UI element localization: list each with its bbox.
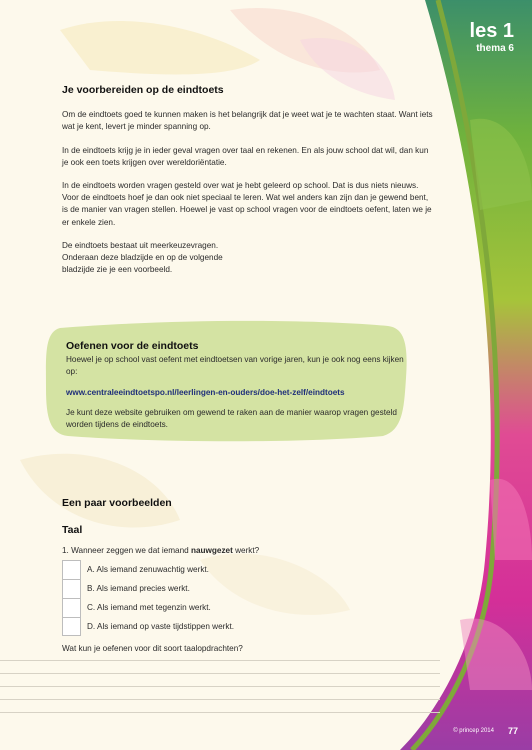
answer-checkbox-d[interactable] bbox=[62, 617, 81, 636]
practice-box bbox=[38, 318, 408, 442]
answer-option-a[interactable] bbox=[62, 560, 442, 579]
writing-line[interactable] bbox=[0, 661, 440, 674]
answer-options bbox=[62, 560, 442, 636]
writing-line[interactable] bbox=[0, 687, 440, 700]
page-number: 77 bbox=[507, 726, 518, 736]
answer-label-d: D. Als iemand op vaste tijdstippen werkt. bbox=[87, 622, 234, 631]
intro-section bbox=[62, 84, 434, 287]
question-1-prefix: 1. Wanneer zeggen we dat iemand bbox=[62, 546, 191, 555]
practice-content bbox=[66, 340, 406, 431]
answer-checkbox-c[interactable] bbox=[62, 598, 81, 617]
examples-title: Een paar voorbeelden bbox=[62, 497, 172, 509]
answer-label-a: A. Als iemand zenuwachtig werkt. bbox=[87, 565, 209, 574]
intro-paragraph-2: In de eindtoets krijg je in ieder geval vragen over taal en rekenen. En als jouw school dat wil, dan kun je ook een toets krijgen over wereldoriëntatie. bbox=[62, 145, 429, 167]
practice-text-2: Je kunt deze website gebruiken om gewend te raken aan de manier waarop vragen gesteld worden tijdens de eindtoets. bbox=[66, 407, 397, 430]
answer-option-b[interactable] bbox=[62, 579, 442, 598]
examples-subtitle: Taal bbox=[62, 524, 83, 536]
question-1-keyword: nauwgezet bbox=[190, 546, 233, 555]
follow-up-question: Wat kun je oefenen voor dit soort taalopdrachten? bbox=[62, 644, 243, 653]
writing-line[interactable] bbox=[0, 700, 440, 713]
intro-paragraph-3: In de eindtoets worden vragen gesteld over wat je hebt geleerd op school. Dat is dus niets nieuws. Voor de eindtoets hoef je dan ook niet speciaal te leren. Wat wel anders kan zijn dan je gewend bent, is de manier van vragen stellen. Hoewel je vast op school vragen voor de eindtoets oefent, laten we je er enkele zien. bbox=[62, 181, 432, 227]
answer-checkbox-b[interactable] bbox=[62, 579, 81, 598]
theme-number: thema 6 bbox=[476, 43, 514, 54]
answer-label-c: C. Als iemand met tegenzin werkt. bbox=[87, 603, 211, 612]
eindtoets-link[interactable]: www.centraleeindtoetspo.nl/leerlingen-en-ouders/doe-het-zelf/eindtoets bbox=[66, 387, 345, 397]
lesson-number: les 1 bbox=[469, 20, 514, 42]
answer-option-c[interactable] bbox=[62, 598, 442, 617]
copyright: © princep 2014 bbox=[453, 728, 494, 734]
intro-paragraph-1: Om de eindtoets goed te kunnen maken is het belangrijk dat je weet wat je te wachten staat. Want iets wat je kent, levert je minder spanning op. bbox=[62, 110, 433, 132]
writing-lines[interactable] bbox=[0, 648, 440, 713]
lesson-tag bbox=[470, 20, 514, 54]
practice-text: Hoewel je op school vast oefent met eindtoetsen van vorige jaren, kun je ook nog eens kijken op: bbox=[66, 355, 404, 377]
writing-line[interactable] bbox=[0, 648, 440, 661]
intro-title: Je voorbereiden op de eindtoets bbox=[62, 84, 224, 96]
question-1-suffix: werkt? bbox=[232, 546, 260, 555]
answer-option-d[interactable] bbox=[62, 617, 442, 636]
examples-section bbox=[62, 497, 442, 653]
answer-checkbox-a[interactable] bbox=[62, 560, 81, 579]
question-1 bbox=[62, 545, 442, 557]
intro-paragraph-4: De eindtoets bestaat uit meerkeuzevragen. Onderaan deze bladzijde en op de volgende bladzijde zie je een voorbeeld. bbox=[62, 240, 223, 275]
answer-label-b: B. Als iemand precies werkt. bbox=[87, 584, 190, 593]
writing-line[interactable] bbox=[0, 674, 440, 687]
practice-title: Oefenen voor de eindtoets bbox=[66, 340, 199, 352]
page-footer bbox=[453, 726, 518, 736]
